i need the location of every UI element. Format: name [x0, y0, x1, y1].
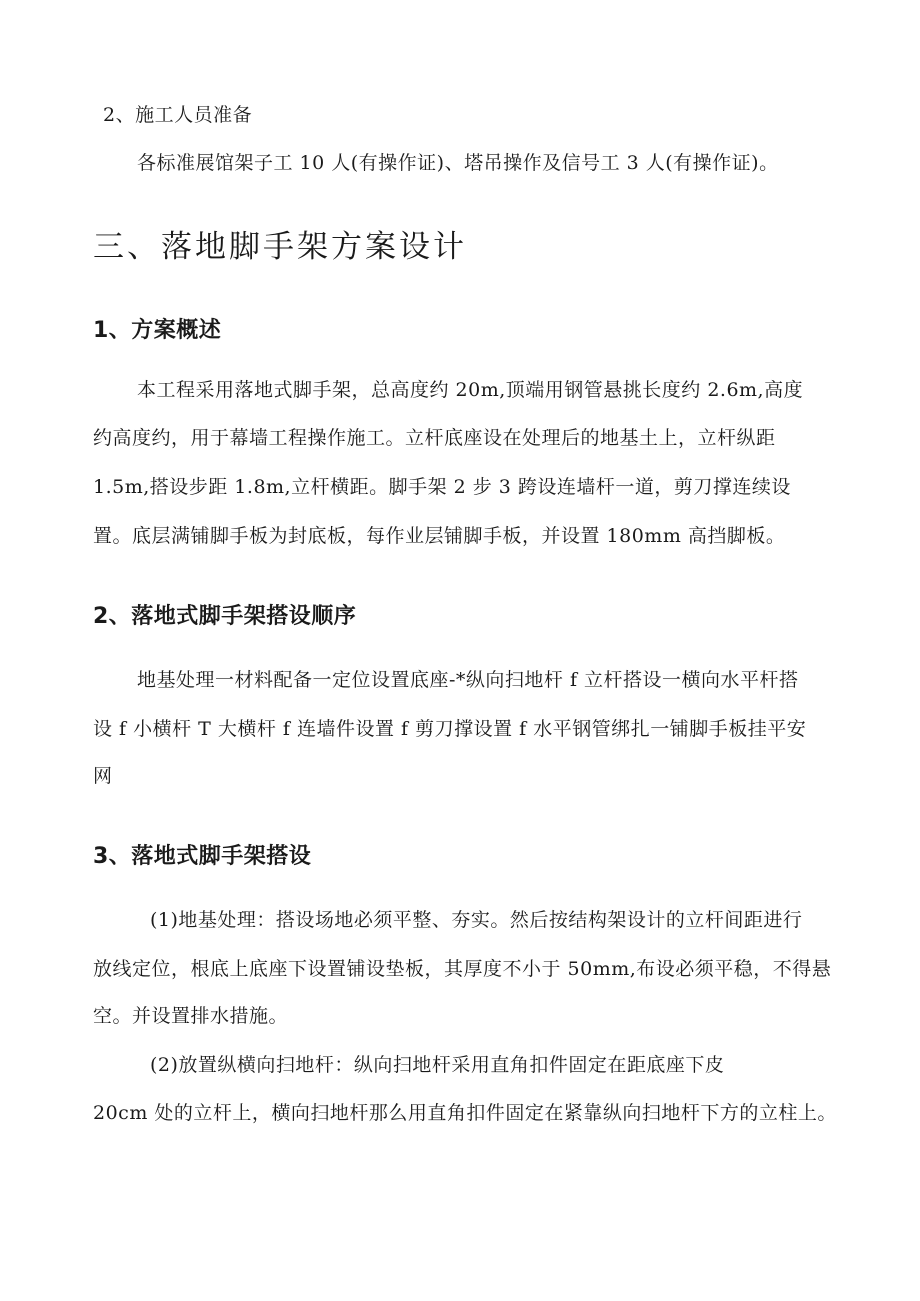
staff-prep-text: 各标准展馆架子工 10 人(有操作证)、塔吊操作及信号工 3 人(有操作证)。: [137, 152, 779, 174]
staff-prep-heading: 2、施工人员准备: [103, 104, 253, 126]
erection-p1-line-1: (1)地基处理：搭设场地必须平整、夯实。然后按结构架设计的立杆间距进行: [150, 909, 803, 931]
erection-p2-line-1: (2)放置纵横向扫地杆：纵向扫地杆采用直角扣件固定在距底座下皮: [150, 1054, 725, 1076]
sequence-line-3: 网: [93, 765, 113, 787]
erection-heading: 3、落地式脚手架搭设: [93, 844, 312, 869]
overview-line-4: 置。底层满铺脚手板为封底板，每作业层铺脚手板，并设置 180mm 高挡脚板。: [93, 525, 786, 547]
erection-p1-line-3: 空。并设置排水措施。: [93, 1005, 289, 1027]
overview-line-1: 本工程采用落地式脚手架，总高度约 20m,顶端用钢管悬挑长度约 2.6m,高度: [137, 379, 804, 401]
erection-p1-line-2: 放线定位，根底上底座下设置铺设垫板，其厚度不小于 50mm,布设必须平稳，不得悬: [93, 958, 832, 980]
overview-line-3: 1.5m,搭设步距 1.8m,立杆横距。脚手架 2 步 3 跨设连墙杆一道，剪刀撑连续设: [93, 476, 791, 498]
sequence-line-1: 地基处理一材料配备一定位设置底座-*纵向扫地杆 f 立杆搭设一横向水平杆搭: [137, 669, 799, 691]
sequence-heading: 2、落地式脚手架搭设顺序: [93, 604, 357, 629]
chapter-title: 三、落地脚手架方案设计: [93, 229, 467, 265]
overview-heading: 1、方案概述: [93, 318, 222, 343]
overview-line-2: 约高度约，用于幕墙工程操作施工。立杆底座设在处理后的地基土上，立杆纵距: [93, 427, 776, 449]
sequence-line-2: 设 f 小横杆 T 大横杆 f 连墙件设置 f 剪刀撑设置 f 水平钢管绑扎一铺脚手板挂平安: [93, 718, 807, 740]
erection-p2-line-2: 20cm 处的立杆上，横向扫地杆那么用直角扣件固定在紧靠纵向扫地杆下方的立柱上。: [93, 1102, 837, 1124]
